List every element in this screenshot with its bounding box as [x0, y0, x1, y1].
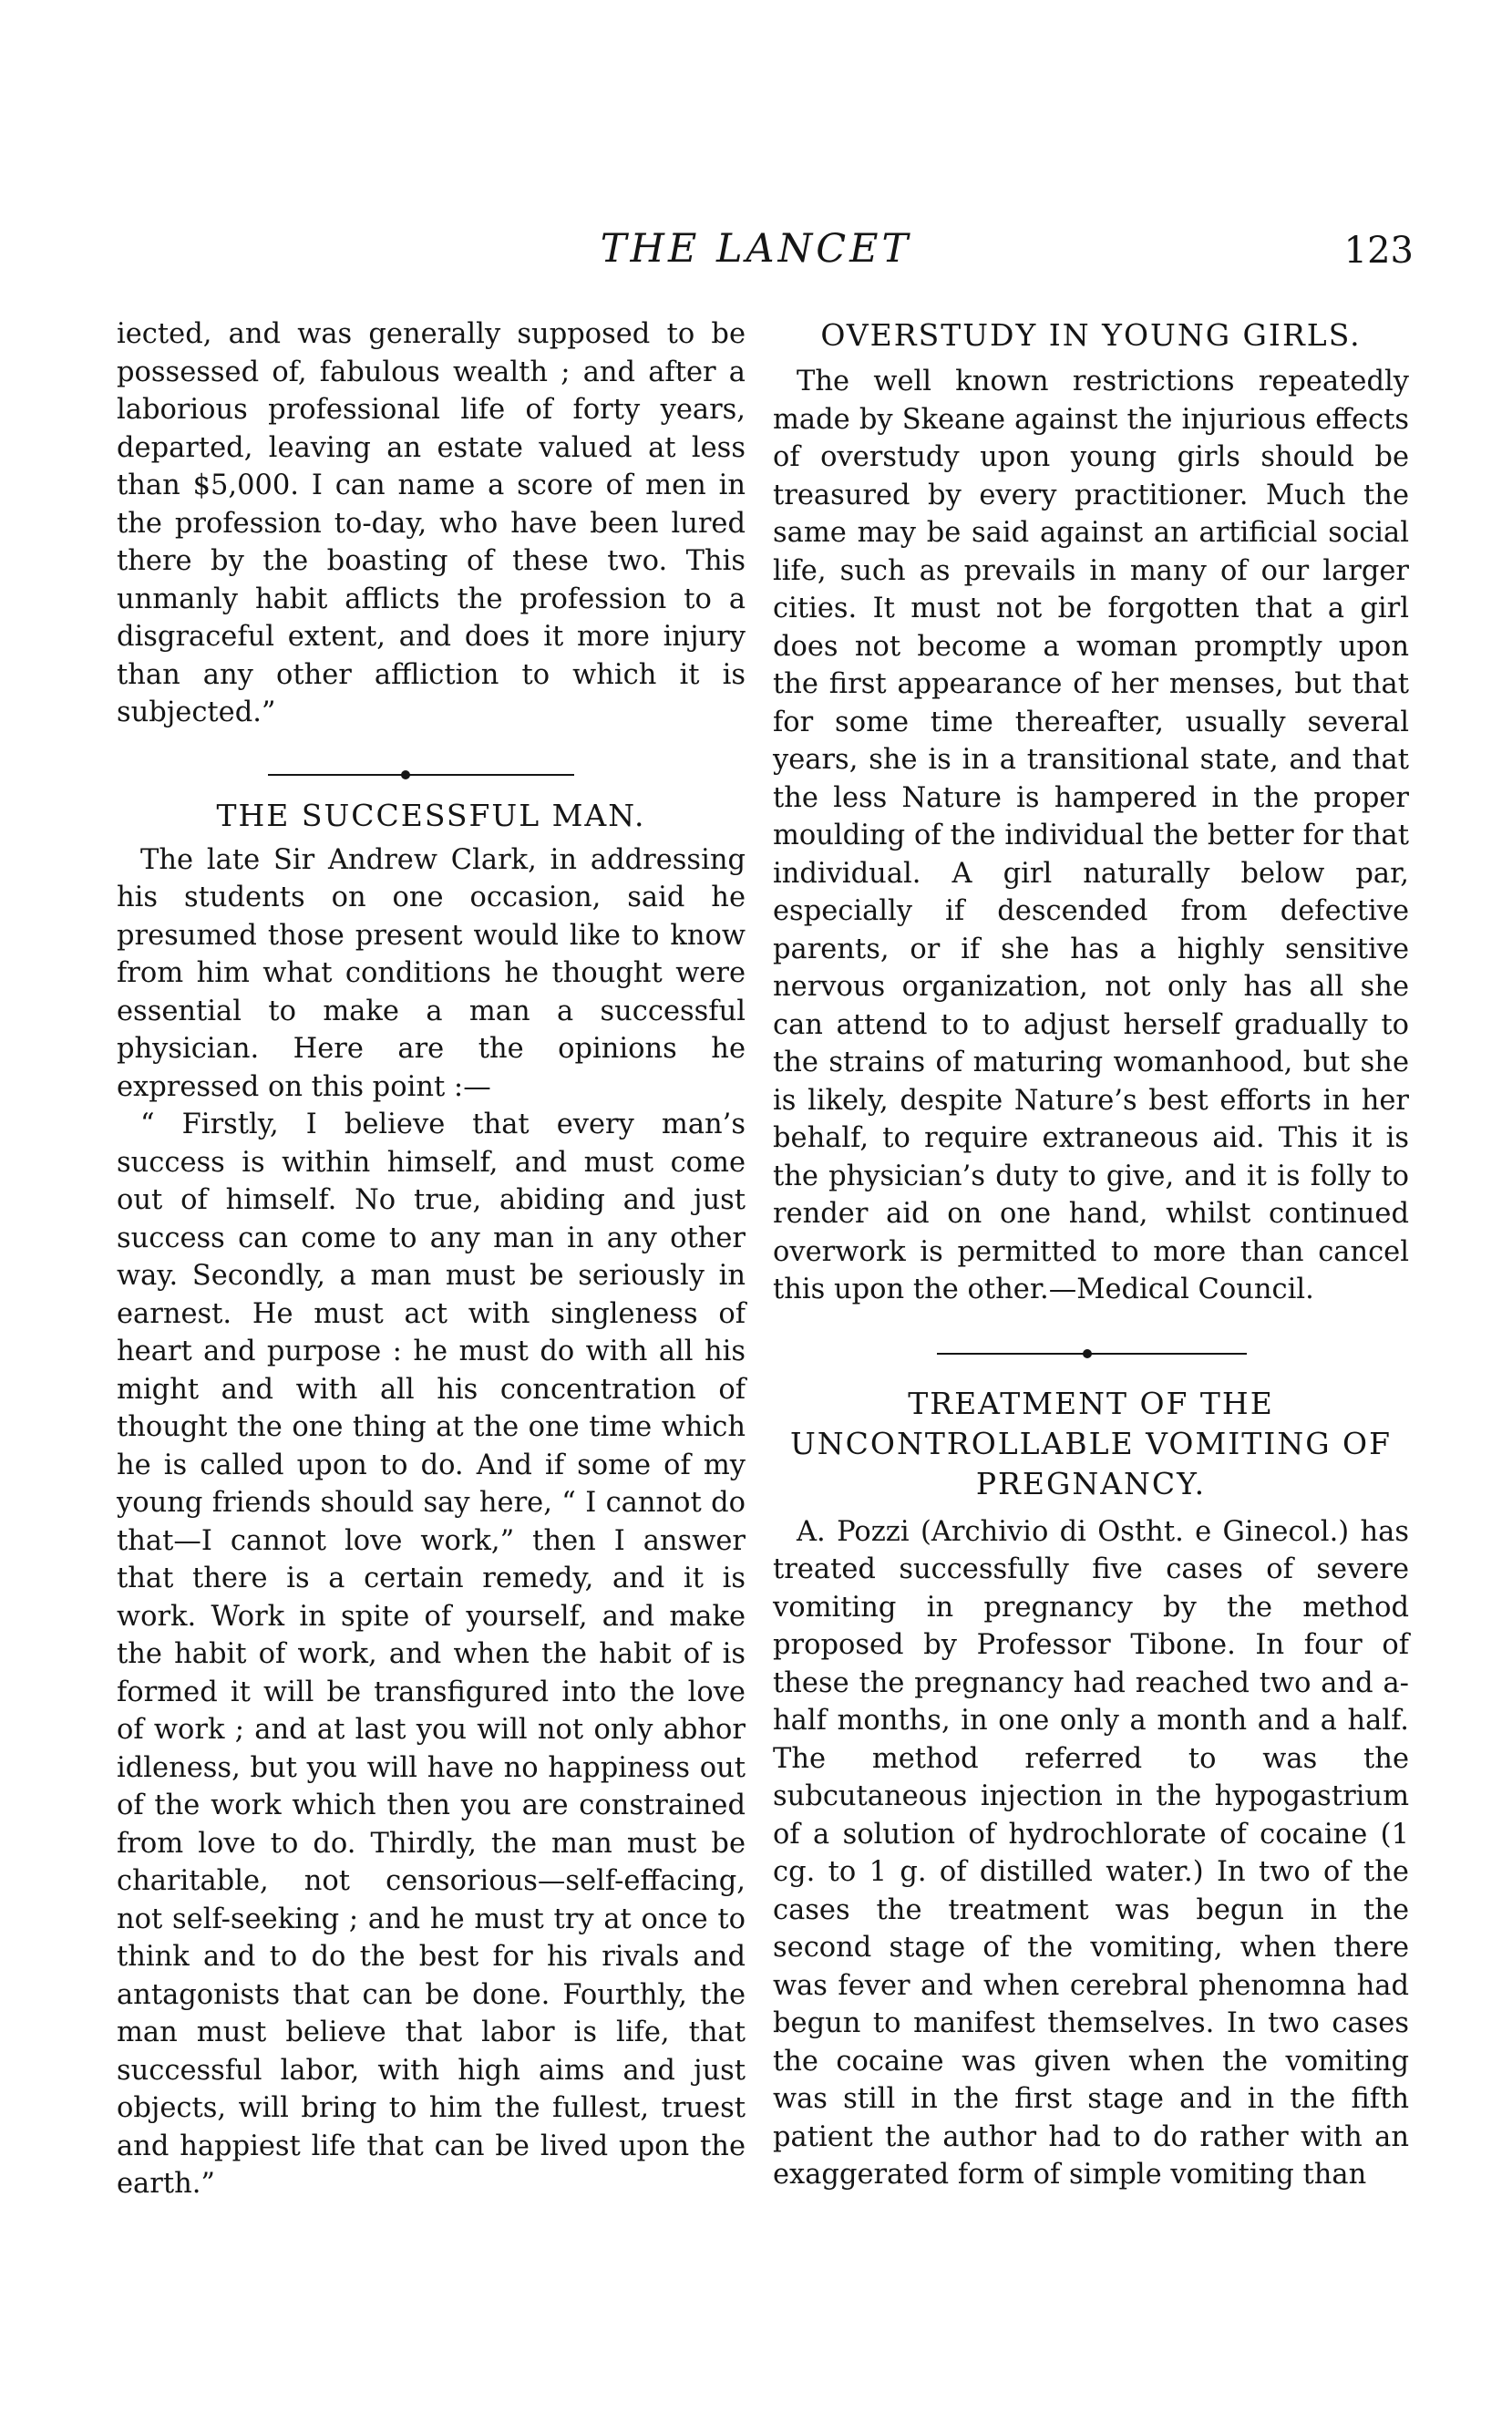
article-paragraph: The late Sir Andrew Clark, in addressing his students on one occasion, said he presumed those present would like to know from him what conditions he thought were essential to make a man a successful physician. Here are the opinions he expressed on this point :—: [117, 843, 746, 1103]
article-paragraph: A. Pozzi (Archivio di Ostht. e Ginecol.) has treated successfully five cases of severe vomiting in pregnancy by the method proposed by Professor Tibone. In four of these the pregnancy had reached two and a-half months, in one only a month and a half. The method referred to was the subcutaneous injection in the hypogastrium of a solution of hydrochlorate of cocaine (1 cg. to 1 g. of distilled water.) In two of the cases the treatment was begun in the second stage of the vomiting, when there was fever and when cerebral phenomna had begun to manifest themselves. In two cases the cocaine was given when the vomiting was still in the first stage and in the fifth patient the author had to do rather with an exaggerated form of simple vomiting than: [773, 1515, 1409, 2191]
article-heading: TREATMENT OF THE UNCONTROLLABLE VOMITING OF PREGNANCY.: [789, 1385, 1393, 1501]
section-divider: [773, 1340, 1409, 1367]
continued-paragraph: iected, and was generally supposed to be possessed of, fabulous wealth ; and after a laborious professional life of forty years, departed, leaving an estate valued at less than $5,000. I can name a score of men in the profession to-day, who have been lured there by the boasting of these two. This unmanly habit afflicts the profession to a disgraceful extent, and does it more injury than any other affliction to which it is subjected.”: [117, 318, 746, 728]
journal-title: THE LANCET: [600, 226, 912, 272]
article-heading: OVERSTUDY IN YOUNG GIRLS.: [820, 317, 1362, 353]
running-head: [0, 226, 1512, 281]
section-divider: [117, 761, 746, 789]
right-column: [773, 315, 1409, 2194]
page-number: 123: [1343, 230, 1414, 272]
article-paragraph: The well known restrictions repeatedly made by Skeane against the injurious effects of overstudy upon young girls should be treasured by every practitioner. Much the same may be said against an artificial social life, such as prevails in many of our larger cities. It must not be forgotten that a girl does not become a woman promptly upon the first appearance of her menses, but that for some time thereafter, usually several years, she is in a transitional state, and that the less Nature is hampered in the proper moulding of the individual the better for that individual. A girl naturally below par, especially if descended from defective parents, or if she has a highly sensitive nervous organization, not only has all she can attend to to adjust herself gradually to the strains of maturing womanhood, but she is likely, despite Nature’s best efforts in her behalf, to require extraneous aid. This it is the physician’s duty to give, and it is folly to render aid on one hand, whilst continued overwork is permitted to more than cancel this upon the other.—Medical Council.: [773, 366, 1409, 1305]
left-column: [117, 315, 746, 2203]
article-heading: THE SUCCESSFUL MAN.: [216, 797, 646, 833]
article-paragraph: “ Firstly, I believe that every man’s success is within himself, and must come out of himself. No true, abiding and just success can come to any man in any other way. Secondly, a man must be seriously in earnest. He must act with singleness of heart and purpose : he must do with all his might and with all his concentration of thought the one thing at the one time which he is called upon to do. And if some of my young friends should say here, “ I cannot do that—I cannot love work,” then I answer that there is a certain remedy, and it is work. Work in spite of yourself, and make the habit of work, and when the habit of is formed it will be transfigured into the love of work ; and at last you will not only abhor idleness, but you will have no happiness out of the work which then you are constrained from love to do. Thirdly, the man must be charitable, not censorious—self-effacing, not self-seeking ; and he must try at once to think and to do the best for his rivals and antagonists that can be done. Fourthly, the man must believe that labor is life, that successful labor, with high aims and just objects, will bring to him the fullest, truest and happiest life that can be lived upon the earth.”: [117, 1109, 746, 2200]
